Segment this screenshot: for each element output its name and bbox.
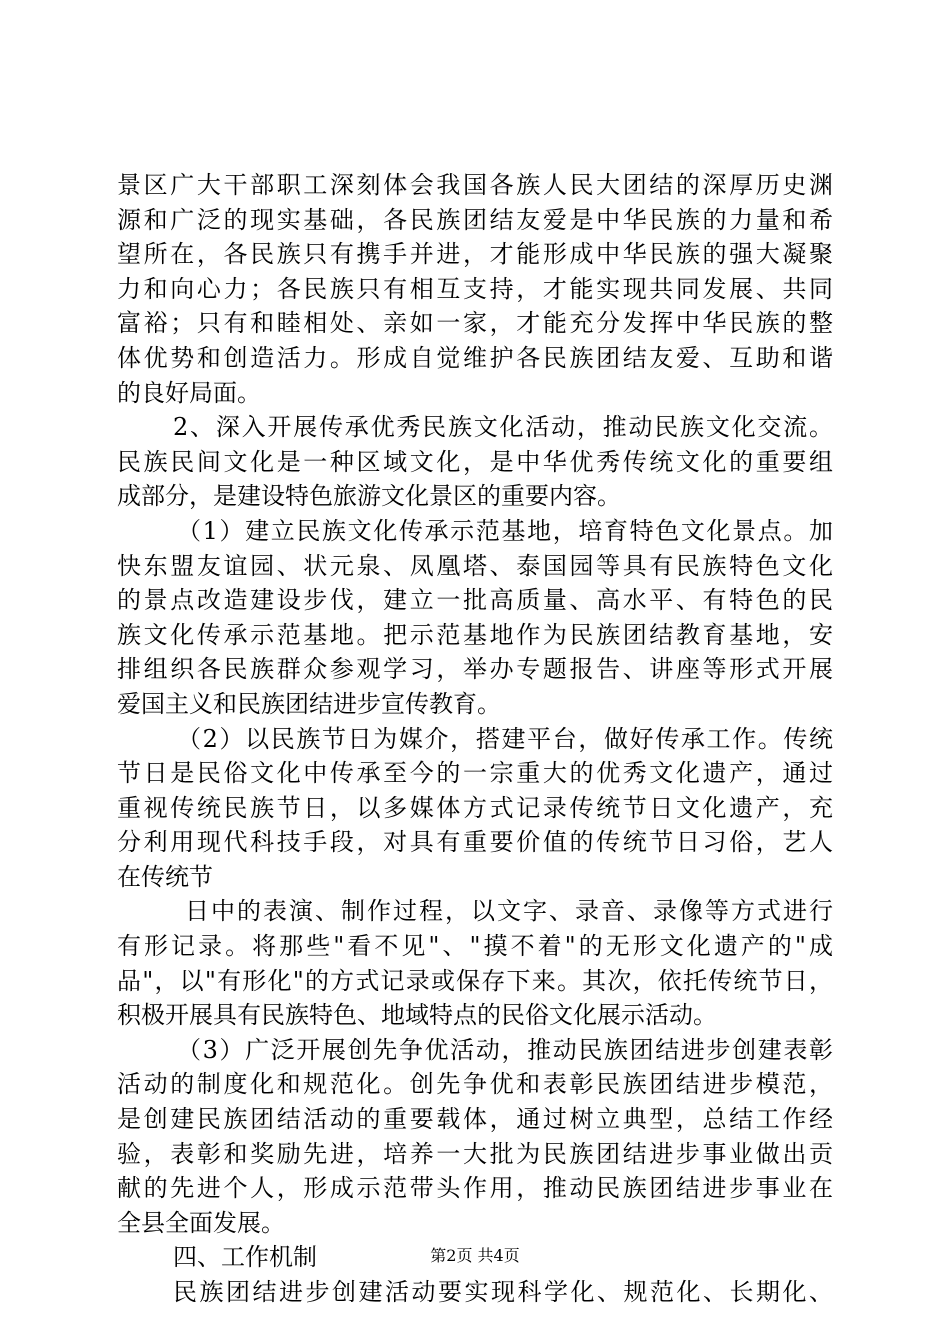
text-line: 重视传统民族节日，以多媒体方式记录传统节日文化遗产，充 — [117, 793, 833, 822]
text-line: 全县全面发展。 — [117, 1208, 285, 1237]
text-line: 2、深入开展传承优秀民族文化活动，推动民族文化交流。 — [173, 413, 833, 442]
text-line: 分利用现代科技手段，对具有重要价值的传统节日习俗，艺人 — [117, 828, 833, 857]
text-line: 望所在，各民族只有携手并进，才能形成中华民族的强大凝聚 — [117, 240, 833, 269]
text-line: 源和广泛的现实基础，各民族团结友爱是中华民族的力量和希 — [117, 205, 833, 234]
text-line: 成部分，是建设特色旅游文化景区的重要内容。 — [117, 482, 621, 511]
text-line: 快东盟友谊园、状元泉、凤凰塔、泰国园等具有民族特色文化 — [117, 551, 833, 580]
text-line: 节日是民俗文化中传承至今的一宗重大的优秀文化遗产，通过 — [117, 759, 833, 788]
text-line: 品"，以"有形化"的方式记录或保存下来。其次，依托传统节日， — [117, 966, 833, 995]
page-number-footer: 第2页 共4页 — [430, 1246, 520, 1265]
text-line: （1）建立民族文化传承示范基地，培育特色文化景点。加 — [177, 516, 833, 545]
text-line: 族文化传承示范基地。把示范基地作为民族团结教育基地，安 — [117, 620, 833, 649]
text-line: （3）广泛开展创先争优活动，推动民族团结进步创建表彰 — [177, 1035, 833, 1064]
text-line: 献的先进个人，形成示范带头作用，推动民族团结进步事业在 — [117, 1174, 833, 1203]
text-line: 爱国主义和民族团结进步宣传教育。 — [117, 689, 501, 718]
document-body — [117, 168, 833, 1310]
text-line: 景区广大干部职工深刻体会我国各族人民大团结的深厚历史渊 — [117, 171, 833, 199]
text-line: 的景点改造建设步伐，建立一批高质量、高水平、有特色的民 — [117, 586, 833, 615]
text-line: 积极开展具有民族特色、地域特点的民俗文化展示活动。 — [117, 1001, 717, 1030]
text-line: 验，表彰和奖励先进，培养一大批为民族团结进步事业做出贡 — [117, 1139, 833, 1168]
text-line: 是创建民族团结活动的重要载体，通过树立典型，总结工作经 — [117, 1105, 833, 1134]
text-line: 民族民间文化是一种区域文化，是中华优秀传统文化的重要组 — [117, 447, 833, 476]
text-line: 的良好局面。 — [117, 378, 261, 407]
text-line: 四、工作机制 — [173, 1243, 317, 1272]
text-line: 活动的制度化和规范化。创先争优和表彰民族团结进步模范， — [117, 1070, 833, 1099]
text-line: 力和向心力；各民族只有相互支持，才能实现共同发展、共同 — [117, 274, 833, 303]
text-line: 日中的表演、制作过程，以文字、录音、录像等方式进行 — [185, 897, 833, 926]
text-line: 排组织各民族群众参观学习，举办专题报告、讲座等形式开展 — [117, 655, 833, 684]
text-line: 有形记录。将那些"看不见"、"摸不着"的无形文化遗产的"成 — [117, 932, 833, 961]
text-line: 体优势和创造活力。形成自觉维护各民族团结友爱、互助和谐 — [117, 343, 833, 372]
text-line: 在传统节 — [117, 862, 213, 891]
text-line: 富裕；只有和睦相处、亲如一家，才能充分发挥中华民族的整 — [117, 309, 833, 338]
text-line: 民族团结进步创建活动要实现科学化、规范化、长期化、 — [173, 1278, 833, 1306]
text-line: （2）以民族节日为媒介，搭建平台，做好传承工作。传统 — [177, 724, 833, 753]
